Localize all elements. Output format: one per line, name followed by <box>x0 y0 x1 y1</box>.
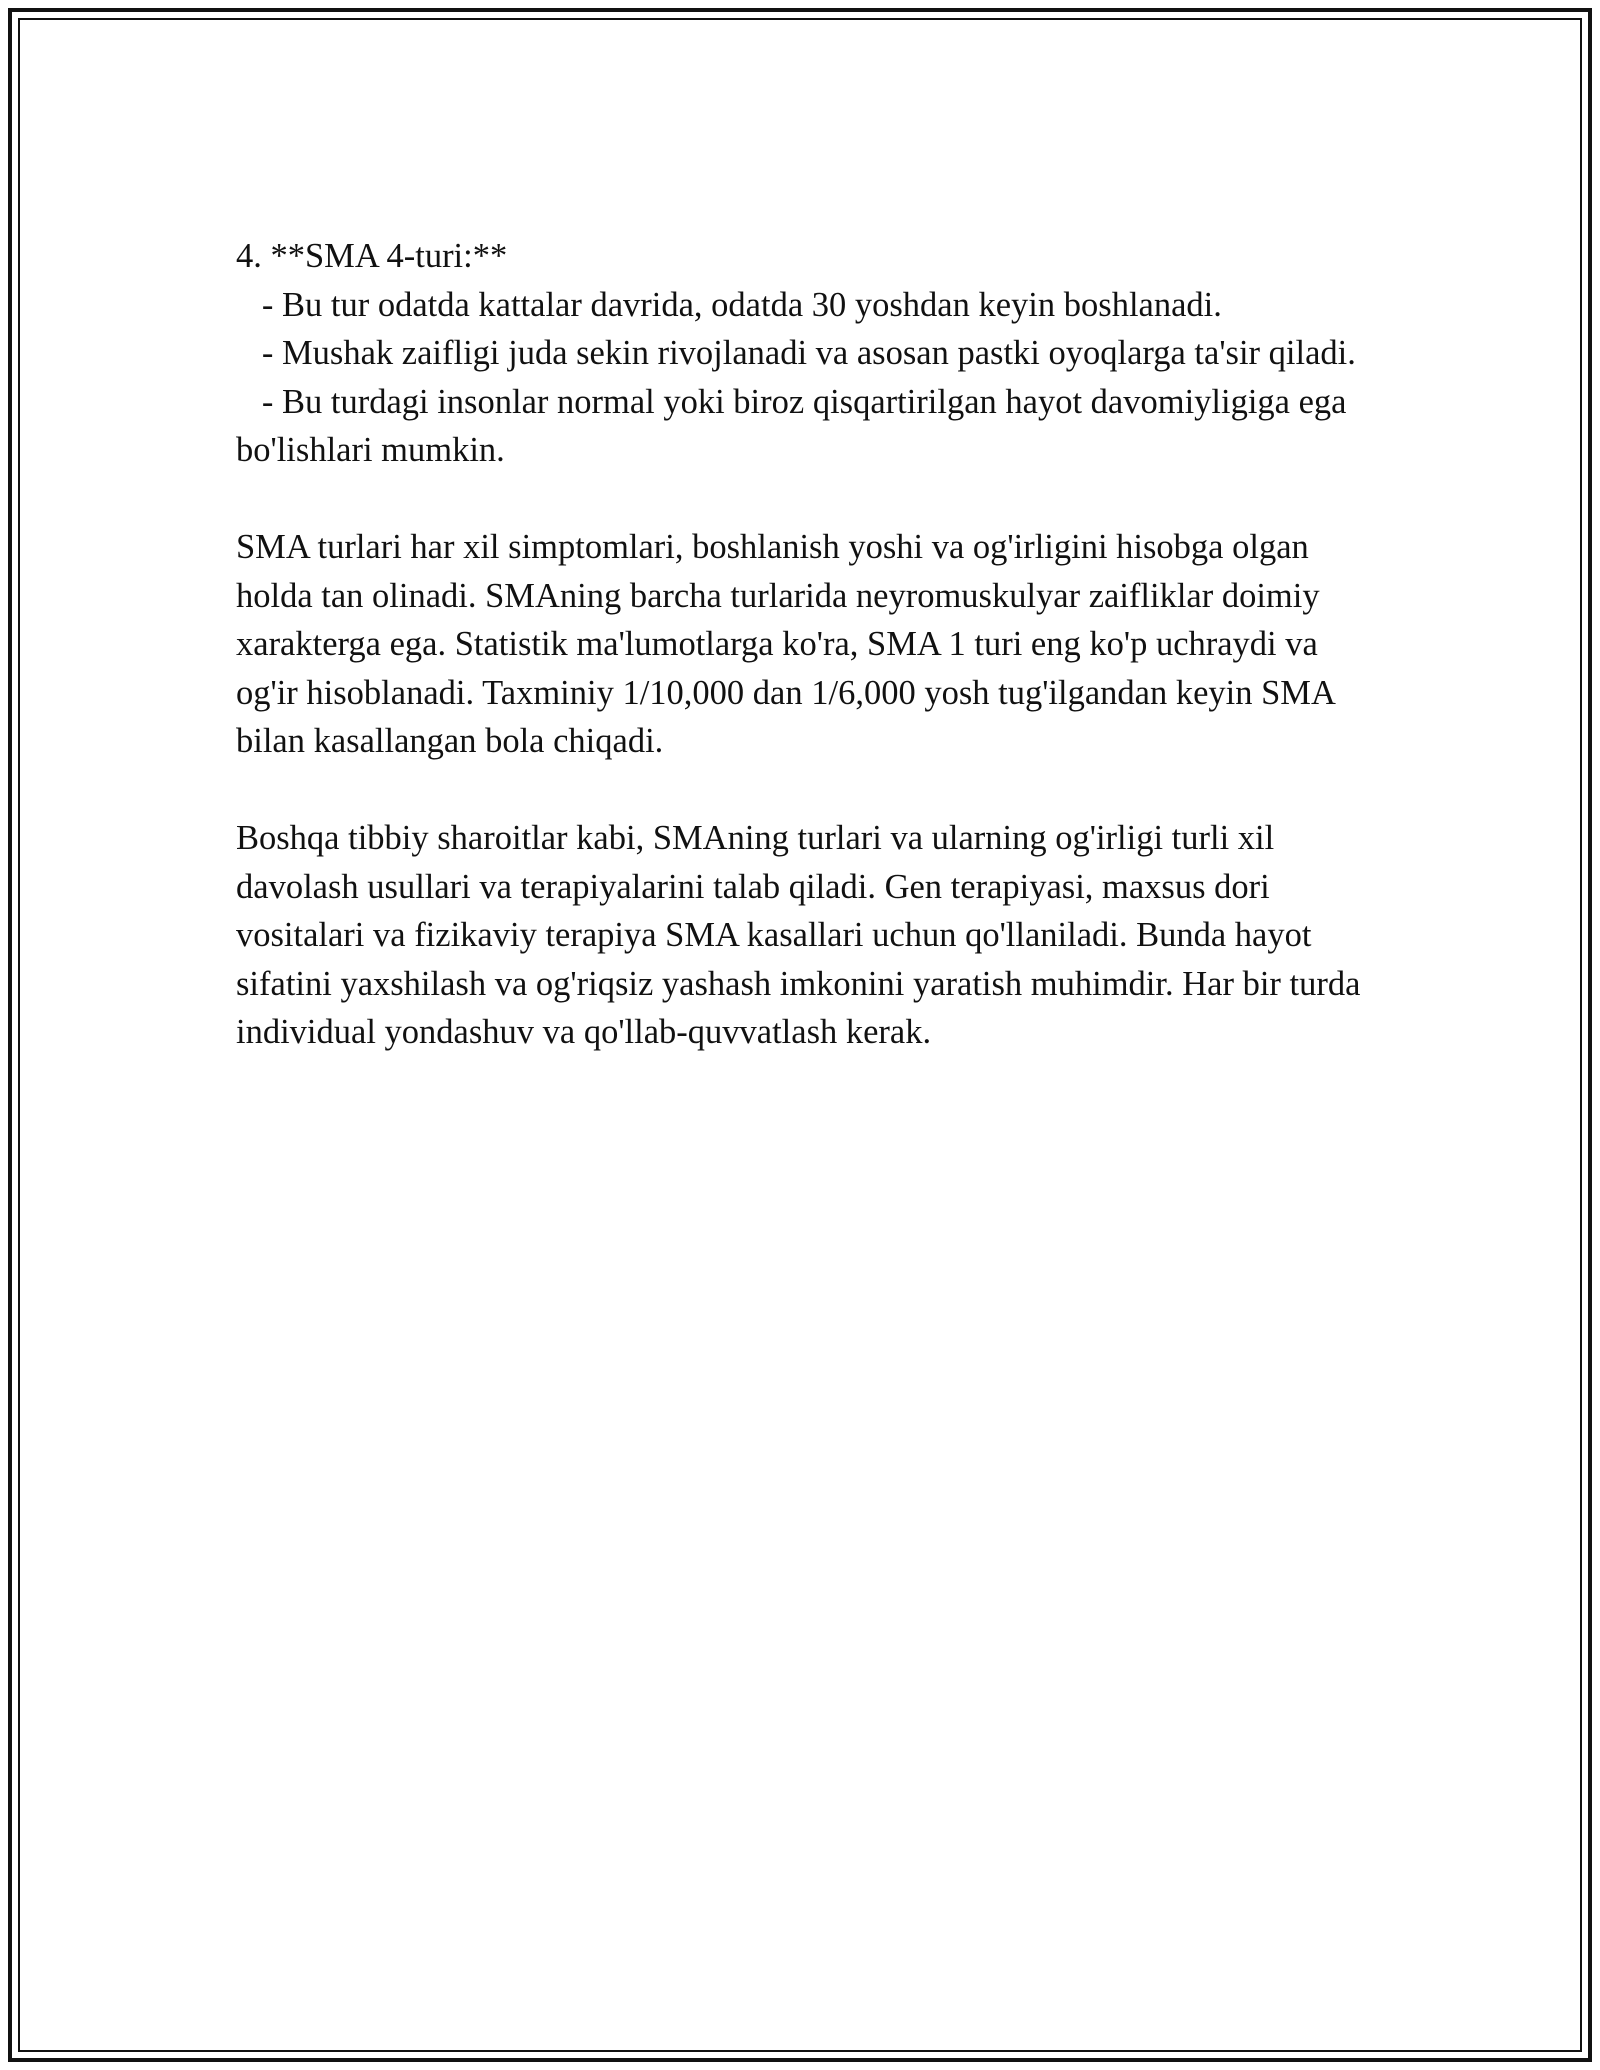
bullet-onset-age: - Bu tur odatda kattalar davrida, odatda 30 yoshdan keyin boshlanadi. <box>236 285 1222 324</box>
bullet-life-expectancy: - Bu turdagi insonlar normal yoki biroz qisqartirilgan hayot davomiyligiga ega bo'lishlari mumkin. <box>236 382 1356 469</box>
document-body <box>236 232 1376 1057</box>
sma-type-4-section <box>236 232 1376 475</box>
bullet-muscle-weakness: - Mushak zaifligi juda sekin rivojlanadi va asosan pastki oyoqlarga ta'sir qiladi. <box>236 334 1356 372</box>
section-heading: 4. **SMA 4-turi:** <box>236 237 508 275</box>
paragraph-treatment: Boshqa tibbiy sharoitlar kabi, SMAning turlari va ularning og'irligi turli xil davolash usullari va terapiyalarini talab qiladi. Gen terapiyasi, maxsus dori vositalari va fizikaviy terapiya SMA kasallari uchun qo'llaniladi. Bunda hayot sifatini yaxshilash va og'riqsiz yashash imkonini yaratish muhimdir. Har bir turda individual yondashuv va qo'llab-quvvatlash kerak. <box>236 819 1361 1051</box>
paragraph-sma-types-overview: SMA turlari har xil simptomlari, boshlanish yoshi va og'irligini hisobga olgan holda tan olinadi. SMAning barcha turlarida neyromuskulyar zaifliklar doimiy xarakterga ega. Statistik ma'lumotlarga ko'ra, SMA 1 turi eng ko'p uchraydi va og'ir hisoblanadi. Taxminiy 1/10,000 dan 1/6,000 yosh tug'ilgandan keyin SMA bilan kasallangan bola chiqadi. <box>236 528 1334 760</box>
